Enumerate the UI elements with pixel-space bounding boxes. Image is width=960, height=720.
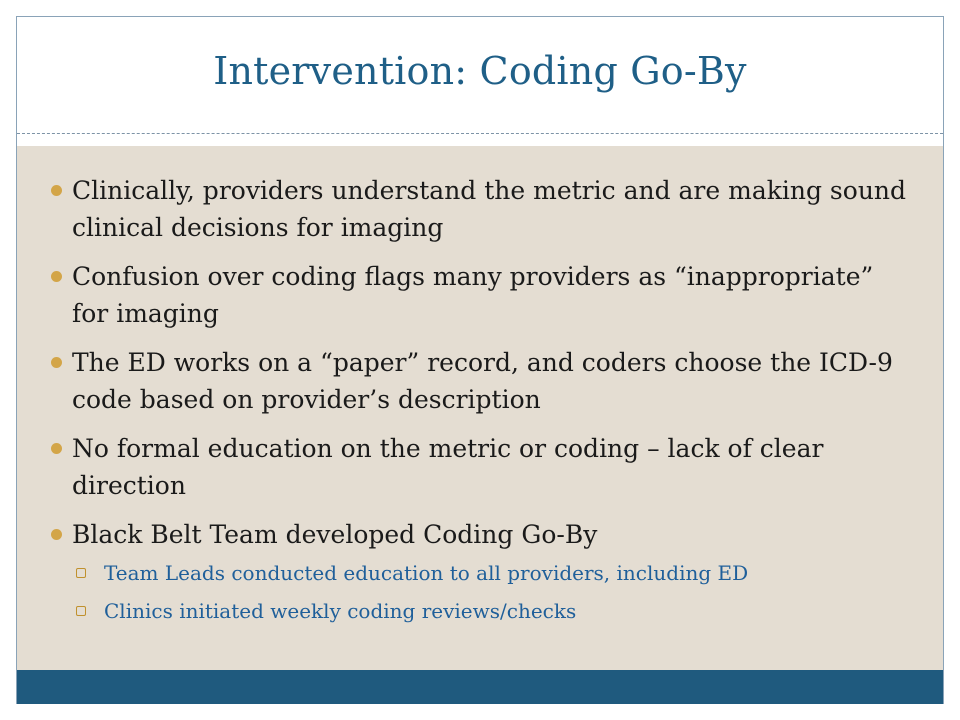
bullet-text: Clinically, providers understand the metric and are making sound clinical decisions for imaging xyxy=(72,176,907,242)
sub-bullet-item xyxy=(72,559,911,587)
bullet-dot-icon xyxy=(51,271,62,282)
bullet-item xyxy=(51,344,911,418)
slide xyxy=(16,16,944,704)
sub-bullet-item xyxy=(72,597,911,625)
bullet-item xyxy=(51,258,911,332)
bullet-text: No formal education on the metric or coding – lack of clear direction xyxy=(72,434,824,500)
sub-bullet-list xyxy=(72,559,911,625)
bullet-item xyxy=(51,172,911,246)
square-bullet-icon xyxy=(76,606,86,616)
title-area xyxy=(17,16,943,134)
square-bullet-icon xyxy=(76,568,86,578)
sub-bullet-text: Clinics initiated weekly coding reviews/checks xyxy=(104,599,577,623)
slide-title: Intervention: Coding Go-By xyxy=(213,49,747,93)
title-divider xyxy=(17,133,943,134)
bullet-list xyxy=(51,172,911,637)
bullet-dot-icon xyxy=(51,529,62,540)
footer-bar xyxy=(17,670,943,704)
bullet-text: Black Belt Team developed Coding Go-By xyxy=(72,520,598,549)
content-area xyxy=(17,146,943,670)
bullet-text: The ED works on a “paper” record, and coders choose the ICD-9 code based on provider’s description xyxy=(72,348,893,414)
bullet-dot-icon xyxy=(51,443,62,454)
bullet-dot-icon xyxy=(51,357,62,368)
sub-bullet-text: Team Leads conducted education to all providers, including ED xyxy=(104,561,749,585)
bullet-dot-icon xyxy=(51,185,62,196)
bullet-item xyxy=(51,516,911,625)
bullet-item xyxy=(51,430,911,504)
bullet-text: Confusion over coding flags many providers as “inappropriate” for imaging xyxy=(72,262,874,328)
